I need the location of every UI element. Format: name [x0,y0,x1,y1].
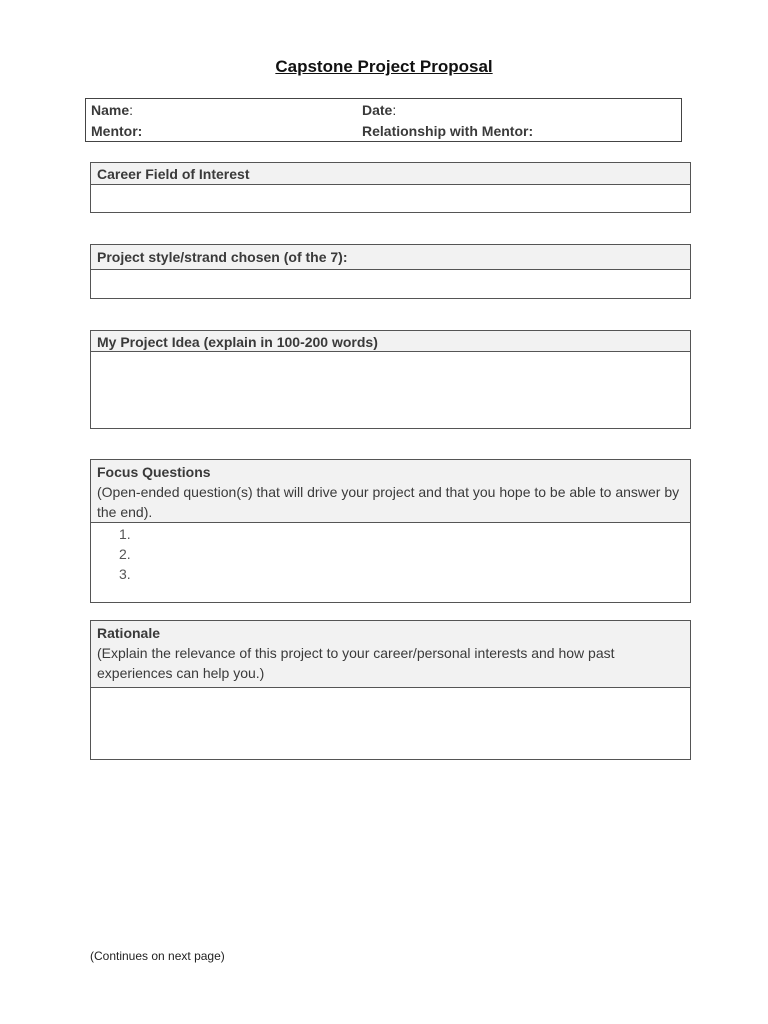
name-field[interactable] [91,102,133,118]
mentor-field[interactable] [91,123,142,139]
focus-description: (Open-ended question(s) that will drive your project and that you hope to be able to answer by the end). [97,484,680,520]
focus-answer-area[interactable] [91,523,690,602]
name-label: Name [91,102,130,118]
idea-answer-area[interactable] [91,352,690,428]
date-field[interactable] [362,102,396,118]
focus-header [91,460,690,523]
career-section [90,162,691,213]
focus-heading: Focus Questions [97,464,211,480]
strand-heading: Project style/strand chosen (of the 7): [97,249,348,265]
page-title: Capstone Project Proposal [275,57,493,76]
focus-question-item[interactable]: 1. [119,526,131,542]
rationale-heading: Rationale [97,625,161,641]
idea-heading: My Project Idea (explain in 100-200 words) [97,334,378,350]
student-info-box [85,98,682,142]
career-answer-area[interactable] [91,185,690,212]
idea-header [91,331,690,352]
rationale-section [90,620,691,760]
focus-question-item[interactable]: 3. [119,566,131,582]
focus-question-list [91,523,690,584]
rationale-answer-area[interactable] [91,688,690,759]
date-label: Date [362,102,393,118]
focus-question-item[interactable]: 2. [119,546,131,562]
relationship-field[interactable] [362,123,533,139]
relationship-label: Relationship with Mentor: [362,123,534,139]
mentor-label: Mentor: [91,123,143,139]
rationale-header [91,621,690,688]
career-header [91,163,690,185]
strand-answer-area[interactable] [91,270,690,298]
strand-section [90,244,691,299]
continues-note: (Continues on next page) [90,949,225,963]
focus-section [90,459,691,603]
career-heading: Career Field of Interest [97,166,250,182]
name-colon: : [129,102,134,118]
strand-header [91,245,690,270]
rationale-description: (Explain the relevance of this project to your career/personal interests and how past experiences can help you.) [97,645,615,681]
date-colon: : [392,102,397,118]
idea-section [90,330,691,429]
